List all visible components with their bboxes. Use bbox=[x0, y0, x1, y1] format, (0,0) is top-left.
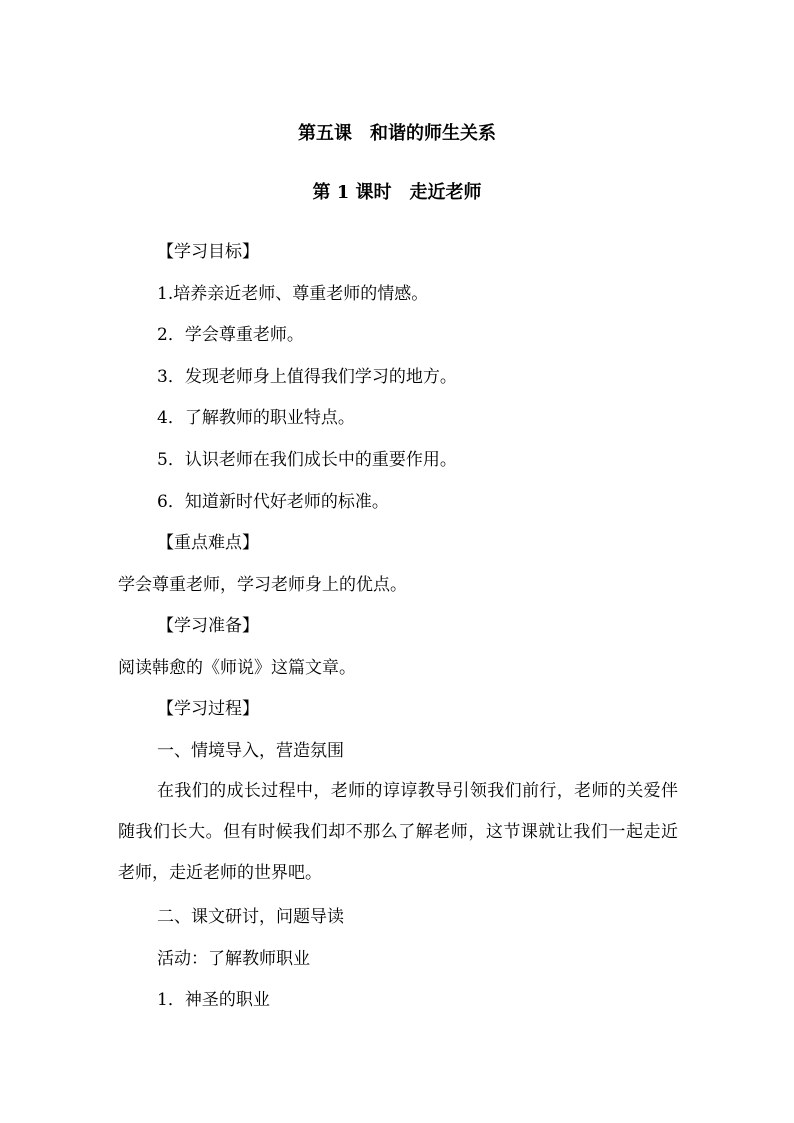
objective-item: 2．学会尊重老师。 bbox=[157, 325, 304, 345]
lesson-subtitle: 第 1 课时 走近老师 bbox=[312, 182, 482, 203]
objective-item: 4．了解教师的职业特点。 bbox=[157, 408, 355, 428]
objectives-heading: 【学习目标】 bbox=[157, 242, 259, 262]
list-item: 1．神圣的职业 bbox=[157, 990, 270, 1010]
objective-item: 5．认识老师在我们成长中的重要作用。 bbox=[157, 450, 457, 470]
preparation-heading: 【学习准备】 bbox=[157, 616, 259, 636]
key-points-text: 学会尊重老师，学习老师身上的优点。 bbox=[118, 575, 407, 595]
section1-paragraph: 在我们的成长过程中，老师的谆谆教导引领我们前行，老师的关爱伴随我们长大。但有时候我们却不那么了解老师，这节课就让我们一起走近老师，走近老师的世界吧。 bbox=[118, 781, 678, 883]
lesson-title: 第五课 和谐的师生关系 bbox=[298, 123, 496, 144]
section1-heading: 一、情境导入，营造氛围 bbox=[157, 741, 344, 761]
objective-item: 1.培养亲近老师、尊重老师的情感。 bbox=[157, 284, 429, 304]
section2-heading: 二、课文研讨，问题导读 bbox=[157, 907, 344, 927]
key-points-heading: 【重点难点】 bbox=[157, 533, 259, 553]
objective-item: 6．知道新时代好老师的标准。 bbox=[157, 492, 389, 512]
process-heading: 【学习过程】 bbox=[157, 699, 259, 719]
activity-line: 活动：了解教师职业 bbox=[157, 949, 310, 969]
preparation-text: 阅读韩愈的《师说》这篇文章。 bbox=[118, 658, 356, 678]
objective-item: 3．发现老师身上值得我们学习的地方。 bbox=[157, 367, 457, 387]
